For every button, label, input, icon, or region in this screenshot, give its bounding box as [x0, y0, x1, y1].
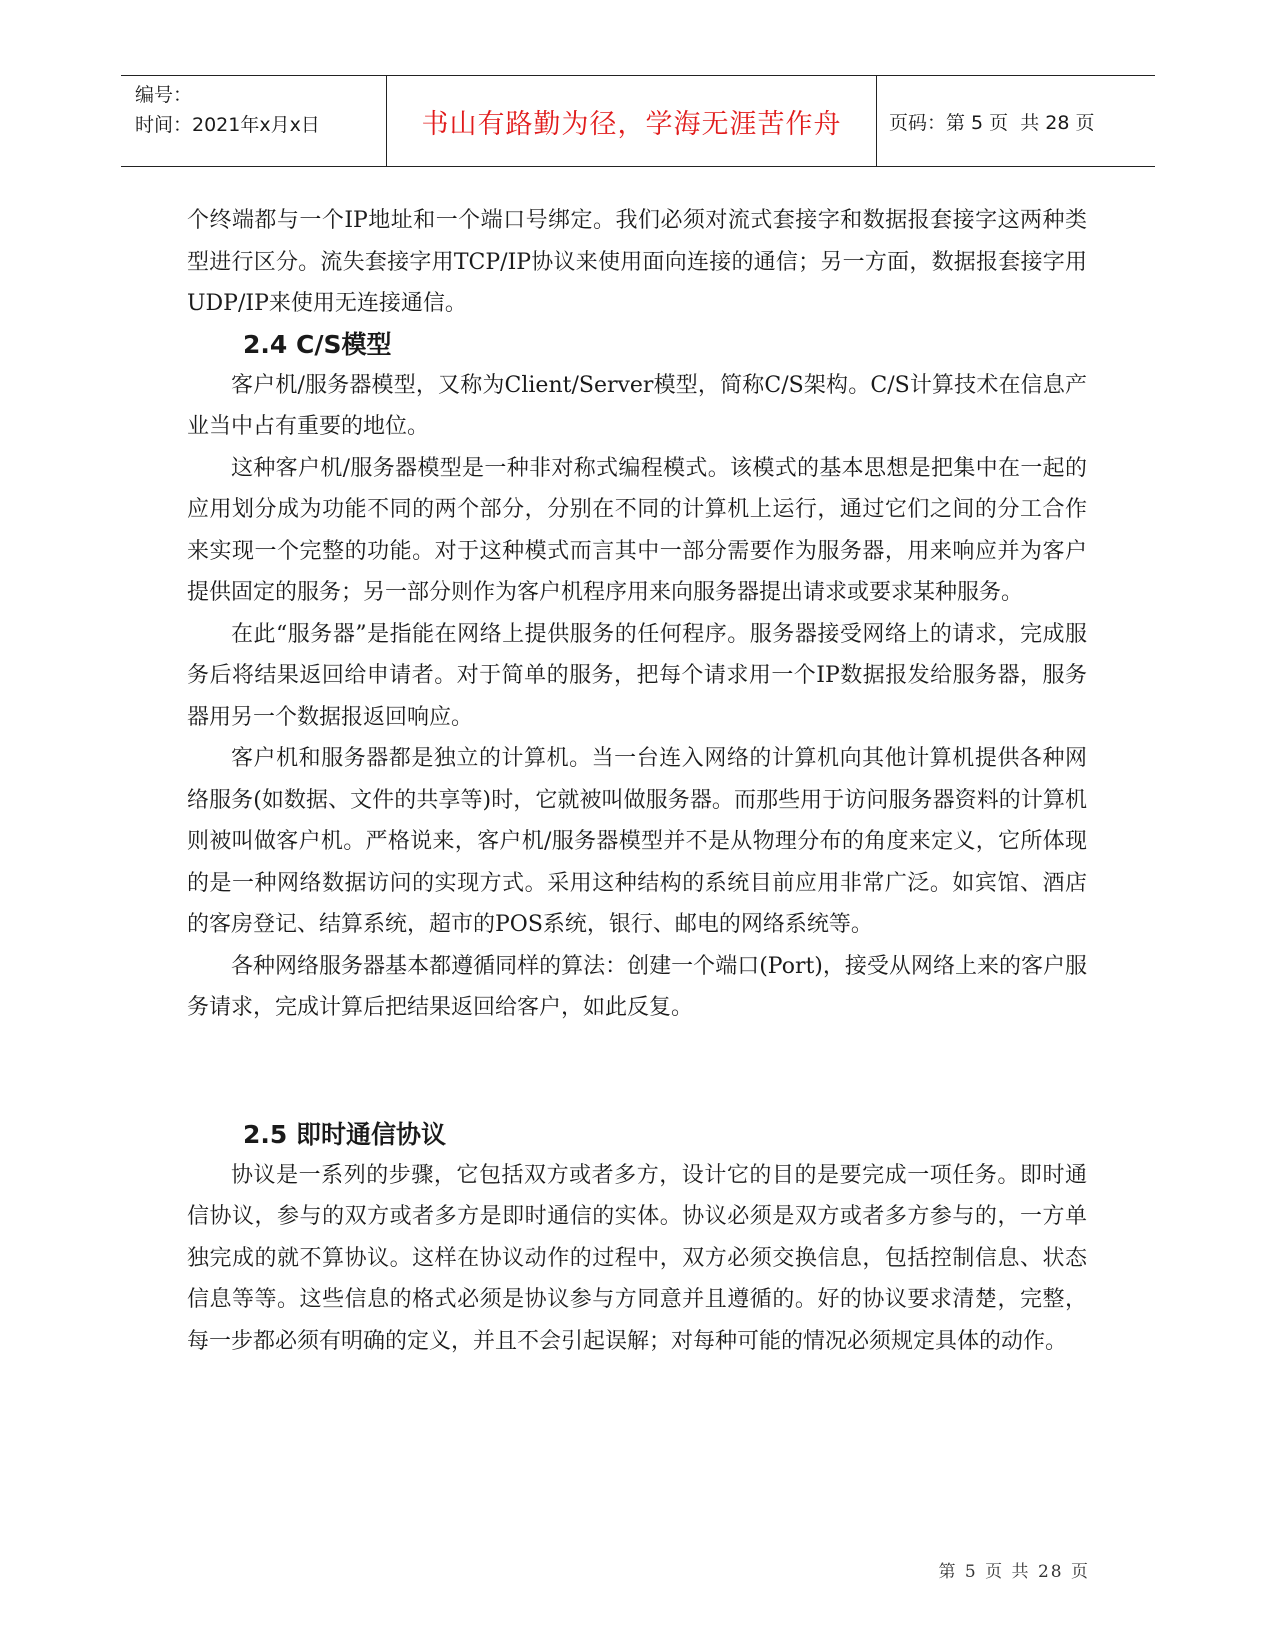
document-number-label: 编号： [135, 84, 193, 106]
paragraph-continuation: 个终端都与一个IP地址和一个端口号绑定。我们必须对流式套接字和数据报套接字这两种类型进行区分。流失套接字用TCP/IP协议来使用面向连接的通信；另一方面，数据报套接字用UDP/IP来使用无连接通信。 [187, 208, 1087, 316]
header-motto-cell [386, 76, 877, 166]
header-page-number: 页码：第 5 页 共 28 页 [889, 111, 1095, 134]
page-footer: 第 5 页 共 28 页 [938, 1562, 1090, 1582]
document-body [187, 200, 1087, 1362]
paragraph: 在此“服务器”是指能在网络上提供服务的任何程序。服务器接受网络上的请求，完成服务后将结果返回给申请者。对于简单的服务，把每个请求用一个IP数据报发给服务器，服务器用另一个数据报返回响应。 [187, 621, 1087, 730]
section-heading-2-4: 2.4 C/S模型 [243, 329, 392, 359]
paragraph: 客户机/服务器模型，又称为Client/Server模型，简称C/S架构。C/S计算技术在信息产业当中占有重要的地位。 [187, 372, 1087, 439]
paragraph: 协议是一系列的步骤，它包括双方或者多方，设计它的目的是要完成一项任务。即时通信协议，参与的双方或者多方是即时通信的实体。协议必须是双方或者多方参与的，一方单独完成的就不算协议。这样在协议动作的过程中，双方必须交换信息，包括控制信息、状态信息等等。这些信息的格式必须是协议参与方同意并且遵循的。好的协议要求清楚，完整，每一步都必须有明确的定义，并且不会引起误解；对每种可能的情况必须规定具体的动作。 [187, 1162, 1087, 1354]
section-heading-2-5: 2.5 即时通信协议 [243, 1119, 446, 1149]
paragraph: 这种客户机/服务器模型是一种非对称式编程模式。该模式的基本思想是把集中在一起的应用划分成为功能不同的两个部分，分别在不同的计算机上运行，通过它们之间的分工合作来实现一个完整的功能。对于这种模式而言其中一部分需要作为服务器，用来响应并为客户提供固定的服务；另一部分则作为客户机程序用来向服务器提出请求或要求某种服务。 [187, 455, 1087, 605]
header-motto: 书山有路勤为径，学海无涯苦作舟 [421, 108, 842, 140]
paragraph: 客户机和服务器都是独立的计算机。当一台连入网络的计算机向其他计算机提供各种网络服务(如数据、文件的共享等)时，它就被叫做服务器。而那些用于访问服务器资料的计算机则被叫做客户机。严格说来，客户机/服务器模型并不是从物理分布的角度来定义，它所体现的是一种网络数据访问的实现方式。采用这种结构的系统目前应用非常广泛。如宾馆、酒店的客房登记、结算系统，超市的POS系统，银行、邮电的网络系统等。 [187, 746, 1087, 937]
document-time-label: 时间：2021年x月x日 [135, 114, 320, 136]
header-page-cell [877, 76, 1155, 166]
page-header [121, 75, 1155, 167]
section-spacer [187, 1029, 1087, 1115]
paragraph: 各种网络服务器基本都遵循同样的算法：创建一个端口(Port)，接受从网络上来的客户服务请求，完成计算后把结果返回给客户，如此反复。 [187, 953, 1087, 1020]
header-meta [121, 76, 386, 166]
